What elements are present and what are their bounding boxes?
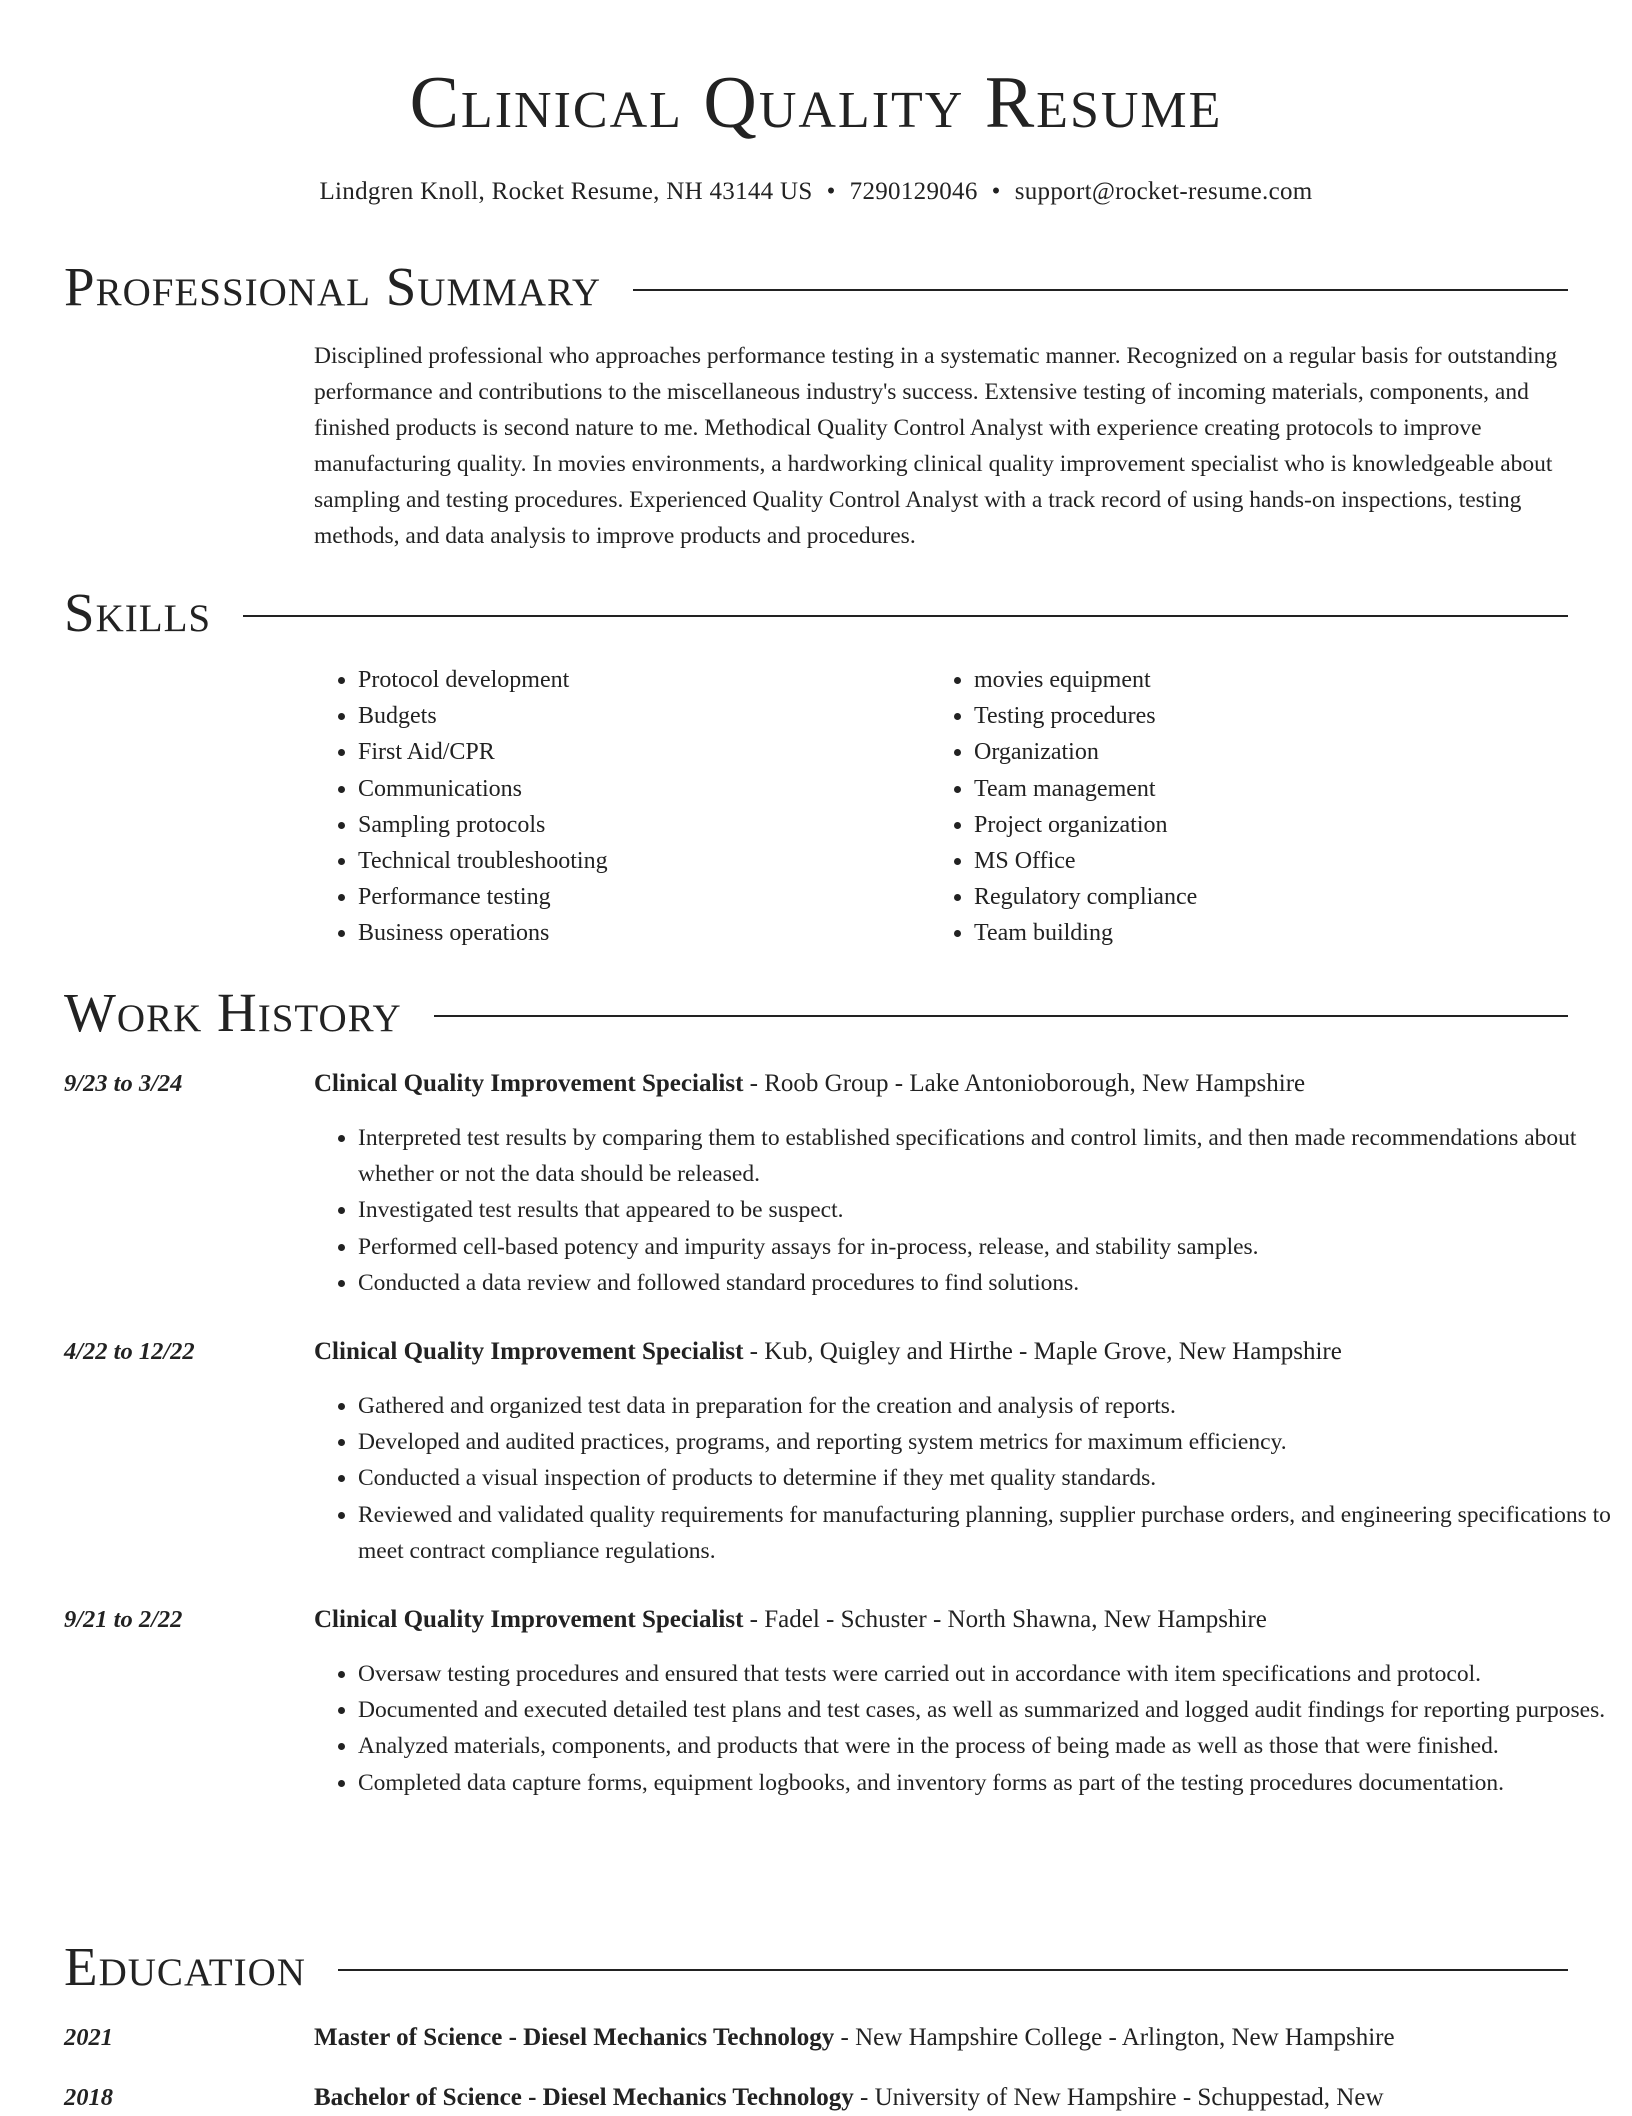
education-school: - University of New Hampshire - Schuppestad, New [853, 2084, 1384, 2111]
resume-name: Clinical Quality Resume [409, 62, 1223, 144]
education-degree: Master of Science - Diesel Mechanics Technology [314, 2024, 835, 2051]
work-role: Clinical Quality Improvement Specialist [314, 1070, 744, 1097]
work-bullet: • Conducted a visual inspection of products to determine if they met quality standards. [358, 1460, 1620, 1496]
contact-phone: 7290129046 [849, 178, 978, 205]
work-heading [314, 1334, 1342, 1370]
work-bullet: • Oversaw testing procedures and ensured that tests were carried out in accordance with item specifications and protocol. [358, 1656, 1620, 1692]
work-dates: 9/23 to 3/24 [64, 1070, 183, 1097]
contact-separator: • [991, 178, 1001, 205]
section-title-education: Education [64, 1936, 306, 1997]
education-year: 2018 [64, 2084, 113, 2111]
skill-item: • MS Office [974, 843, 1197, 879]
section-title-work: Work History [64, 982, 402, 1043]
education-degree: Bachelor of Science - Diesel Mechanics Technology [314, 2084, 854, 2111]
work-bullets [314, 1388, 1620, 1569]
skill-item: • Organization [974, 734, 1197, 770]
work-bullet: • Conducted a data review and followed standard procedures to find solutions. [358, 1265, 1620, 1301]
skill-item: • Team building [974, 915, 1197, 951]
skills-list-right [930, 662, 1197, 952]
work-bullet: • Documented and executed detailed test plans and test cases, as well as summarized and logged audit findings for reporting purposes. [358, 1692, 1620, 1728]
work-employer: - Kub, Quigley and Hirthe - Maple Grove, New Hampshire [743, 1338, 1342, 1365]
work-bullets [314, 1656, 1620, 1801]
work-bullet: • Interpreted test results by comparing them to established specifications and control limits, and then made recommendations about whether or not the data should be released. [358, 1120, 1620, 1192]
skill-item: • First Aid/CPR [358, 734, 608, 770]
skill-item: • Testing procedures [974, 698, 1197, 734]
education-school: - New Hampshire College - Arlington, New Hampshire [834, 2024, 1395, 2051]
work-employer: - Fadel - Schuster - North Shawna, New Hampshire [743, 1606, 1267, 1633]
work-bullet: • Gathered and organized test data in preparation for the creation and analysis of reports. [358, 1388, 1620, 1424]
work-bullet: • Completed data capture forms, equipment logbooks, and inventory forms as part of the testing procedures documentation. [358, 1765, 1620, 1801]
contact-email: support@rocket-resume.com [1014, 178, 1313, 205]
skill-item: • Protocol development [358, 662, 608, 698]
education-section-header [64, 1932, 1568, 2002]
skill-item: • Sampling protocols [358, 807, 608, 843]
skill-item: • Project organization [974, 807, 1197, 843]
work-bullet: • Developed and audited practices, programs, and reporting system metrics for maximum efficiency. [358, 1424, 1620, 1460]
skills-section-header [64, 578, 1568, 648]
work-heading [314, 1066, 1305, 1102]
summary-section-header [64, 252, 1568, 322]
contact-address: Lindgren Knoll, Rocket Resume, NH 43144 US [319, 178, 813, 205]
skill-item: • Performance testing [358, 879, 608, 915]
work-bullet: • Analyzed materials, components, and products that were in the process of being made as well as those that were finished. [358, 1728, 1620, 1764]
contact-separator: • [826, 178, 836, 205]
work-role: Clinical Quality Improvement Specialist [314, 1606, 744, 1633]
skill-item: • Business operations [358, 915, 608, 951]
summary-text: Disciplined professional who approaches performance testing in a systematic manner. Recognized on a regular basis for outstanding performance and contributions to the miscellaneous industry's success. Extensive testing of incoming materials, components, and finished products is second nature to me. Methodical Quality Control Analyst with experience creating protocols to improve manufacturing quality. In movies environments, a hardworking clinical quality improvement specialist who is knowledgeable about sampling and testing procedures. Experienced Quality Control Analyst with a track record of using hands-on inspections, testing methods, and data analysis to improve products and procedures. [314, 343, 1558, 549]
section-title-summary: Professional Summary [64, 256, 602, 317]
section-divider [434, 1015, 1568, 1017]
section-divider [338, 1969, 1568, 1971]
section-divider [243, 615, 1568, 617]
skills-list-left [314, 662, 608, 952]
skill-item: • Communications [358, 771, 608, 807]
work-employer: - Roob Group - Lake Antonioborough, New Hampshire [743, 1070, 1306, 1097]
work-bullet: • Performed cell-based potency and impurity assays for in-process, release, and stability samples. [358, 1229, 1620, 1265]
work-heading [314, 1602, 1267, 1638]
work-dates: 9/21 to 2/22 [64, 1606, 183, 1633]
work-role: Clinical Quality Improvement Specialist [314, 1338, 744, 1365]
work-bullet: • Reviewed and validated quality requirements for manufacturing planning, supplier purchase orders, and engineering specifications to meet contract compliance regulations. [358, 1497, 1620, 1569]
education-heading [314, 2080, 1384, 2116]
skill-item: • Regulatory compliance [974, 879, 1197, 915]
work-section-header [64, 978, 1568, 1048]
work-bullet: • Investigated test results that appeared to be suspect. [358, 1192, 1620, 1228]
skill-item: • Team management [974, 771, 1197, 807]
skill-item: • Budgets [358, 698, 608, 734]
section-title-skills: Skills [64, 582, 212, 643]
contact-line [0, 176, 1632, 208]
education-heading [314, 2020, 1395, 2056]
skill-item: • movies equipment [974, 662, 1197, 698]
work-dates: 4/22 to 12/22 [64, 1338, 195, 1365]
skill-item: • Technical troubleshooting [358, 843, 608, 879]
section-divider [633, 289, 1568, 291]
work-bullets [314, 1120, 1620, 1301]
education-year: 2021 [64, 2024, 113, 2051]
